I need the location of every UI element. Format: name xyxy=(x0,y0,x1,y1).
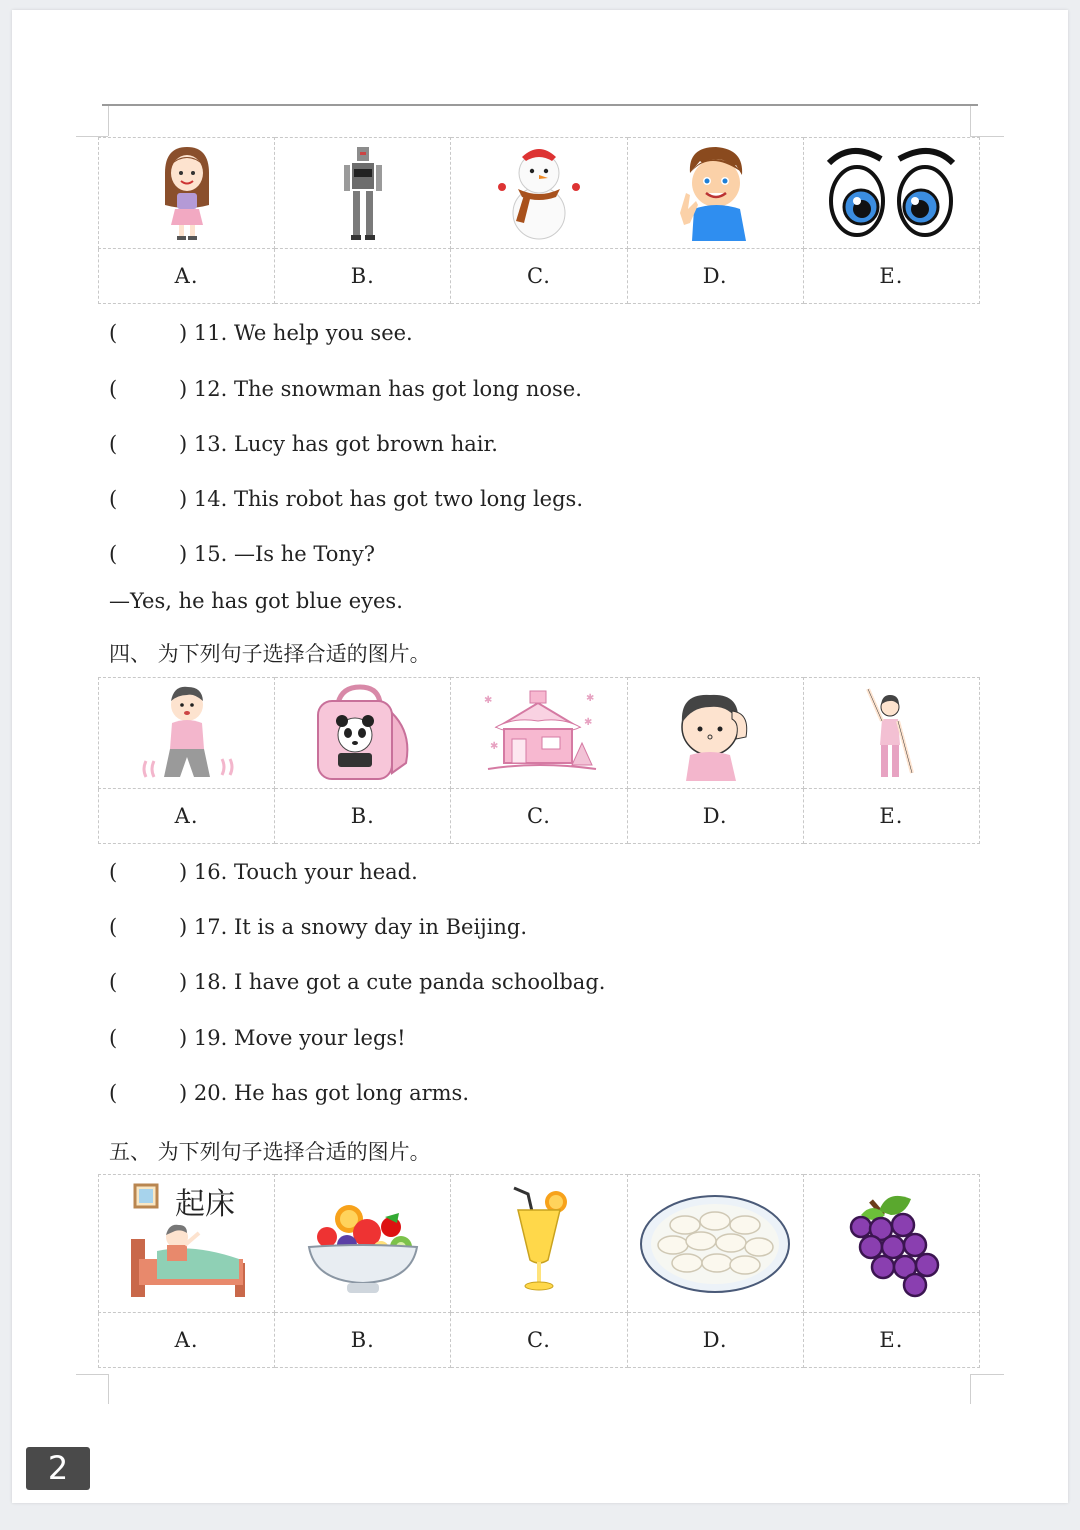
boy-long-arms-icon xyxy=(856,683,926,783)
crop-mark xyxy=(108,106,109,136)
question-11 xyxy=(109,321,413,345)
question-number: ) 15. xyxy=(179,542,228,566)
question-17 xyxy=(109,915,527,939)
answer-blank[interactable]: ( xyxy=(109,915,118,939)
option-label: D. xyxy=(627,789,803,844)
picture-cell xyxy=(627,138,803,249)
picture-table-1 xyxy=(98,137,980,304)
header-rule xyxy=(102,104,978,106)
panda-schoolbag-icon xyxy=(308,683,418,783)
question-20 xyxy=(109,1081,469,1105)
question-number: ) 11. xyxy=(179,321,228,345)
picture-table-3 xyxy=(98,1174,980,1368)
get-up-caption: 起床 xyxy=(175,1187,235,1222)
section-5-heading: 五、 为下列句子选择合适的图片。 xyxy=(109,1140,431,1164)
crop-mark xyxy=(970,1374,971,1404)
question-15-reply: —Yes, he has got blue eyes. xyxy=(109,589,403,613)
picture-cell xyxy=(99,678,275,789)
girl-long-hair-icon xyxy=(157,143,217,243)
question-12 xyxy=(109,377,582,401)
picture-cell xyxy=(803,678,979,789)
option-label: D. xyxy=(627,1313,803,1368)
answer-blank[interactable]: ( xyxy=(109,1081,118,1105)
snowy-house-icon xyxy=(474,683,604,783)
picture-table-2 xyxy=(98,677,980,844)
option-label: B. xyxy=(275,789,451,844)
question-18 xyxy=(109,970,605,994)
answer-blank[interactable]: ( xyxy=(109,970,118,994)
answer-blank[interactable]: ( xyxy=(109,377,118,401)
picture-cell xyxy=(99,138,275,249)
question-text: I have got a cute panda schoolbag. xyxy=(233,970,606,994)
option-label: E. xyxy=(803,789,979,844)
grapes-icon xyxy=(831,1189,951,1299)
crop-mark xyxy=(108,1374,109,1404)
eyes-icon xyxy=(821,143,961,243)
question-text: He has got long arms. xyxy=(233,1081,469,1105)
option-label: D. xyxy=(627,249,803,304)
answer-blank[interactable]: ( xyxy=(109,321,118,345)
juice-icon xyxy=(504,1184,574,1304)
svg-text:✱: ✱ xyxy=(585,693,595,704)
crop-mark xyxy=(76,1374,108,1375)
answer-blank[interactable]: ( xyxy=(109,487,118,511)
crop-mark xyxy=(970,106,971,136)
picture-cell xyxy=(99,1175,275,1313)
picture-cell xyxy=(803,138,979,249)
question-text: Move your legs! xyxy=(233,1026,406,1050)
picture-cell xyxy=(451,138,627,249)
dumplings-icon xyxy=(635,1189,795,1299)
answer-blank[interactable]: ( xyxy=(109,432,118,456)
option-label: E. xyxy=(803,249,979,304)
picture-cell xyxy=(803,1175,979,1313)
question-text: We help you see. xyxy=(233,321,413,345)
picture-cell xyxy=(275,138,451,249)
question-number: ) 12. xyxy=(179,377,228,401)
robot-icon xyxy=(338,143,388,243)
option-label: A. xyxy=(99,249,275,304)
question-text: Lucy has got brown hair. xyxy=(233,432,498,456)
document-page xyxy=(12,10,1068,1503)
question-number: ) 14. xyxy=(179,487,228,511)
question-text: The snowman has got long nose. xyxy=(233,377,582,401)
question-number: ) 16. xyxy=(179,860,228,884)
picture-cell xyxy=(275,1175,451,1313)
option-label: B. xyxy=(275,249,451,304)
picture-cell xyxy=(451,1175,627,1313)
question-16 xyxy=(109,860,418,884)
page-number-badge[interactable]: 2 xyxy=(26,1447,90,1490)
option-label: A. xyxy=(99,1313,275,1368)
snowman-icon xyxy=(494,143,584,243)
option-label: C. xyxy=(451,249,627,304)
option-label: B. xyxy=(275,1313,451,1368)
question-text: It is a snowy day in Beijing. xyxy=(233,915,528,939)
boy-blue-eyes-icon xyxy=(670,143,760,243)
question-text: This robot has got two long legs. xyxy=(233,487,584,511)
picture-cell xyxy=(627,1175,803,1313)
picture-cell xyxy=(627,678,803,789)
picture-cell xyxy=(451,678,627,789)
question-text: Touch your head. xyxy=(233,860,418,884)
boy-touching-head-icon xyxy=(670,683,760,783)
section-4-heading: 四、 为下列句子选择合适的图片。 xyxy=(109,642,431,666)
svg-text:✱: ✱ xyxy=(489,741,499,752)
question-19 xyxy=(109,1026,406,1050)
option-label: C. xyxy=(451,1313,627,1368)
question-number: ) 17. xyxy=(179,915,228,939)
fruit-salad-icon xyxy=(303,1189,423,1299)
option-label: C. xyxy=(451,789,627,844)
svg-text:✱: ✱ xyxy=(483,695,493,706)
option-label: E. xyxy=(803,1313,979,1368)
boy-moving-legs-icon xyxy=(132,683,242,783)
question-13 xyxy=(109,432,498,456)
answer-blank[interactable]: ( xyxy=(109,1026,118,1050)
question-15 xyxy=(109,542,375,566)
question-14 xyxy=(109,487,583,511)
question-text: —Is he Tony? xyxy=(233,542,375,566)
question-number: ) 19. xyxy=(179,1026,228,1050)
question-number: ) 18. xyxy=(179,970,228,994)
svg-text:✱: ✱ xyxy=(583,717,593,728)
answer-blank[interactable]: ( xyxy=(109,542,118,566)
crop-mark xyxy=(970,1374,1004,1375)
answer-blank[interactable]: ( xyxy=(109,860,118,884)
question-number: ) 20. xyxy=(179,1081,228,1105)
question-number: ) 13. xyxy=(179,432,228,456)
option-label: A. xyxy=(99,789,275,844)
picture-cell xyxy=(275,678,451,789)
